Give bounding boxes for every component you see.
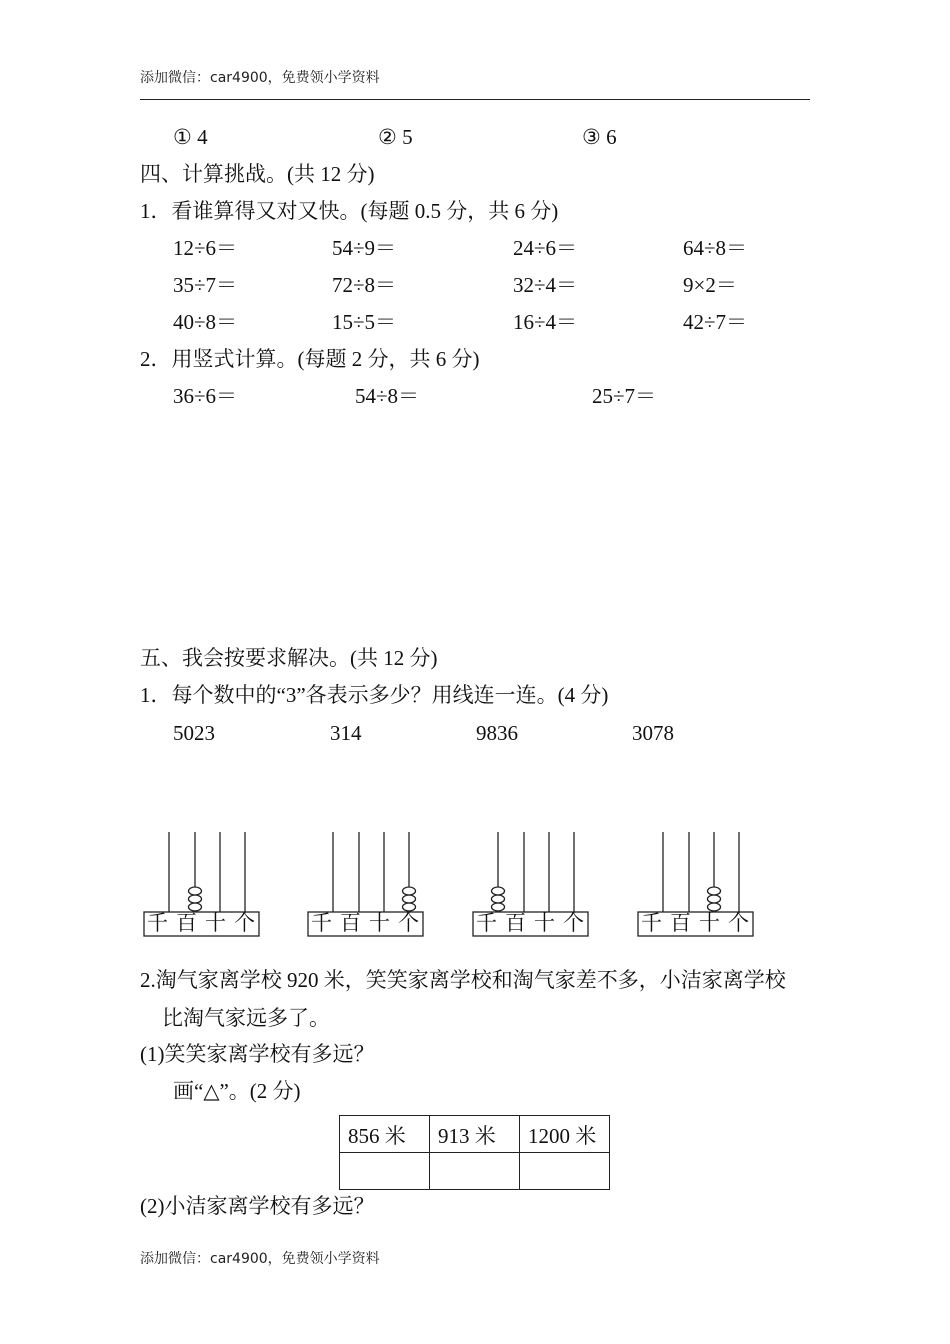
section4-q2-title: 2．用竖式计算。(每题 2 分，共 6 分) xyxy=(140,347,480,371)
abacus-bead xyxy=(492,895,505,903)
abacus-bead xyxy=(708,887,721,895)
calc-item: 64÷8＝ xyxy=(683,236,748,260)
place-label-thousands: 千 xyxy=(641,910,662,935)
option-3: ③ 6 xyxy=(582,125,617,149)
place-labels xyxy=(637,910,753,936)
place-label-hundreds: 百 xyxy=(505,910,526,935)
place-label-tens: 十 xyxy=(534,910,555,935)
place-label-ones: 个 xyxy=(398,910,419,935)
section5-q2-line1: 2.淘气家离学校 920 米，笑笑家离学校和淘气家差不多，小洁家离学校 xyxy=(140,968,786,992)
distance-table xyxy=(339,1115,610,1190)
table-header-cell: 913 米 xyxy=(430,1116,520,1153)
place-label-ones: 个 xyxy=(563,910,584,935)
section5-title: 五、我会按要求解决。(共 12 分) xyxy=(140,646,438,670)
abacus-bead xyxy=(492,887,505,895)
place-label-ones: 个 xyxy=(728,910,749,935)
calc-item: 9×2＝ xyxy=(683,273,737,297)
abacus xyxy=(143,830,263,942)
place-label-tens: 十 xyxy=(699,910,720,935)
abacus xyxy=(472,830,592,942)
header-divider xyxy=(140,99,810,100)
vertical-calc-item: 25÷7＝ xyxy=(592,384,657,408)
abacus-bead xyxy=(403,895,416,903)
number-item: 3078 xyxy=(632,721,674,745)
place-label-ones: 个 xyxy=(234,910,255,935)
calc-item: 35÷7＝ xyxy=(173,273,238,297)
place-label-thousands: 千 xyxy=(476,910,497,935)
abacus xyxy=(307,830,427,942)
place-label-thousands: 千 xyxy=(311,910,332,935)
place-label-hundreds: 百 xyxy=(176,910,197,935)
page-header: 添加微信：car4900，免费领小学资料 xyxy=(140,70,380,86)
calc-item: 24÷6＝ xyxy=(513,236,578,260)
calc-item: 72÷8＝ xyxy=(332,273,397,297)
place-label-tens: 十 xyxy=(369,910,390,935)
section4-q1-title: 1．看谁算得又对又快。(每题 0.5 分，共 6 分) xyxy=(140,199,559,223)
vertical-calc-item: 54÷8＝ xyxy=(355,384,420,408)
option-2: ② 5 xyxy=(378,125,413,149)
calc-item: 15÷5＝ xyxy=(332,310,397,334)
place-labels xyxy=(472,910,588,936)
number-item: 9836 xyxy=(476,721,518,745)
section5-q2-instruction: 画“△”。(2 分) xyxy=(173,1079,301,1103)
section5-q2-line2: 比淘气家远多了。 xyxy=(162,1006,330,1030)
calc-item: 40÷8＝ xyxy=(173,310,238,334)
abacus-bead xyxy=(708,895,721,903)
abacus xyxy=(637,830,757,942)
number-item: 5023 xyxy=(173,721,215,745)
answer-cell[interactable] xyxy=(430,1153,520,1190)
calc-item: 42÷7＝ xyxy=(683,310,748,334)
answer-cell[interactable] xyxy=(520,1153,610,1190)
place-labels xyxy=(307,910,423,936)
table-row xyxy=(340,1153,610,1190)
number-item: 314 xyxy=(330,721,362,745)
place-label-thousands: 千 xyxy=(147,910,168,935)
calc-item: 32÷4＝ xyxy=(513,273,578,297)
abacus-bead xyxy=(403,887,416,895)
page-footer: 添加微信：car4900，免费领小学资料 xyxy=(140,1251,380,1267)
section5-q2-sub1: (1)笑笑家离学校有多远？ xyxy=(140,1042,375,1066)
answer-cell[interactable] xyxy=(340,1153,430,1190)
table-header-cell: 1200 米 xyxy=(520,1116,610,1153)
calc-item: 54÷9＝ xyxy=(332,236,397,260)
calc-item: 12÷6＝ xyxy=(173,236,238,260)
vertical-calc-item: 36÷6＝ xyxy=(173,384,238,408)
section5-q2-sub2: (2)小洁家离学校有多远？ xyxy=(140,1194,375,1218)
table-row xyxy=(340,1116,610,1153)
place-label-hundreds: 百 xyxy=(670,910,691,935)
place-label-tens: 十 xyxy=(205,910,226,935)
calc-item: 16÷4＝ xyxy=(513,310,578,334)
abacus-bead xyxy=(189,895,202,903)
section4-title: 四、计算挑战。(共 12 分) xyxy=(140,162,375,186)
table-header-cell: 856 米 xyxy=(340,1116,430,1153)
place-label-hundreds: 百 xyxy=(340,910,361,935)
option-1: ① 4 xyxy=(173,125,208,149)
abacus-bead xyxy=(189,887,202,895)
section5-q1-title: 1．每个数中的“3”各表示多少？用线连一连。(4 分) xyxy=(140,683,609,707)
place-labels xyxy=(143,910,259,936)
